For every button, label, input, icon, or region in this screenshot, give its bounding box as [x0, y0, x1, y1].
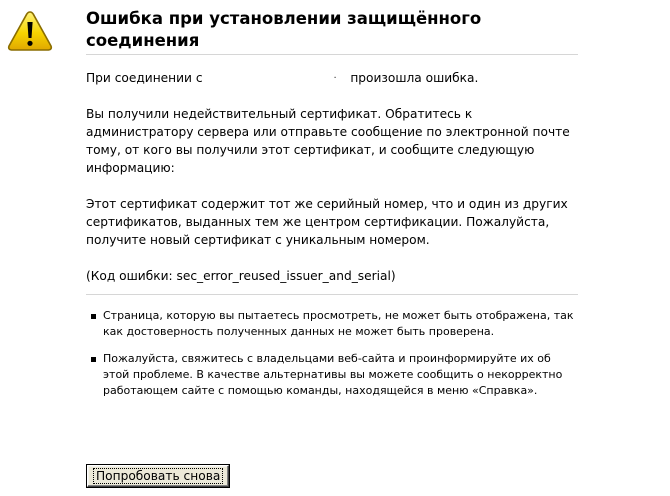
hint-text: Пожалуйста, свяжитесь с владельцами веб-сайта и проинформируйте их об этой проблеме. В качестве альтернативы вы можете сообщить о некорректно работающем сайте с помощью команды, находящейся в меню «Справка».: [103, 352, 563, 397]
list-item: [86, 351, 578, 399]
section-divider: [86, 294, 578, 295]
connection-suffix: произошла ошибка.: [350, 71, 479, 85]
bullet-icon: [91, 357, 96, 362]
hint-text: Страница, которую вы пытаетесь просмотреть, не может быть отображена, так как достоверность полученных данных не может быть проверена.: [103, 309, 574, 338]
bullet-icon: [91, 314, 96, 319]
host-name: [206, 72, 346, 82]
connection-message: [86, 69, 578, 87]
try-again-label: Попробовать снова: [93, 468, 223, 484]
error-description: [86, 69, 578, 285]
error-page: [86, 8, 578, 410]
list-item: [86, 308, 578, 340]
try-again-button[interactable]: [87, 465, 229, 487]
warning-icon: [7, 10, 53, 52]
hint-list: [86, 308, 578, 399]
serial-number-message: Этот сертификат содержит тот же серийный номер, что и один из других сертификатов, выданных тем же центром сертификации. Пожалуйста, получите новый сертификат с уникальным номером.: [86, 197, 568, 247]
host-dot: ·: [333, 73, 337, 84]
connection-prefix: При соединении с: [86, 71, 203, 85]
certificate-message: Вы получили недействительный сертификат. Обратитесь к администратору сервера или отправьте сообщение по электронной почте тому, от кого вы получили этот сертификат, и сообщите следующую информацию:: [86, 107, 570, 175]
error-code: (Код ошибки: sec_error_reused_issuer_and_serial): [86, 269, 396, 283]
title-divider: [86, 54, 578, 55]
page-title: Ошибка при установлении защищённого соединения: [86, 9, 482, 50]
